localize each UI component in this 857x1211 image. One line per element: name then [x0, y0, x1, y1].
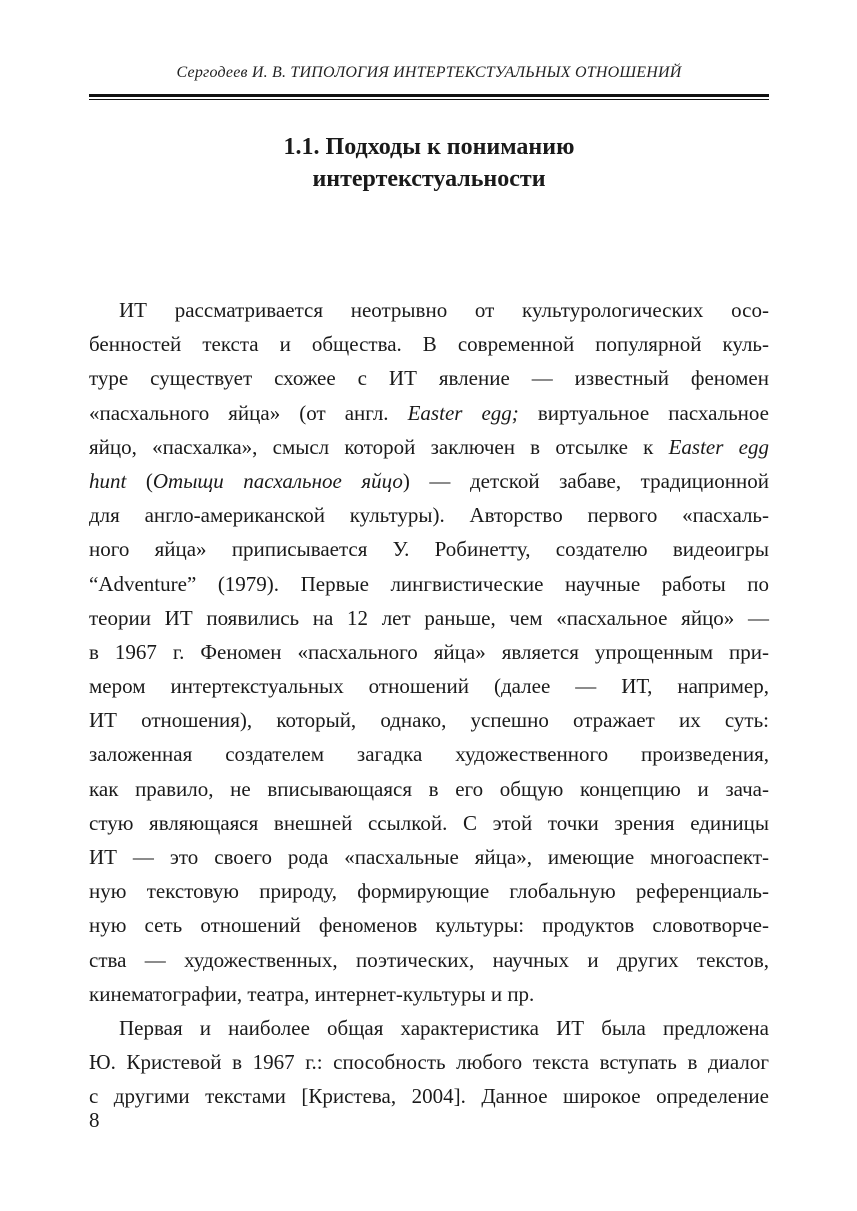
running-head: Сергодеев И. В. ТИПОЛОГИЯ ИНТЕРТЕКСТУАЛЬНЫХ ОТНОШЕНИЙ [176, 64, 682, 81]
paragraph-line: ную текстовую природу, формирующие глобальную референциаль- [89, 879, 769, 904]
paragraph-line: ИТ — это своего рода «пасхальные яйца», имеющие многоаспект- [89, 845, 769, 869]
section-title [89, 131, 769, 195]
text-run: виртуальное пасхальное [518, 400, 769, 425]
paragraph-2 [89, 1011, 769, 1114]
page-number: 8 [89, 1108, 100, 1132]
text-run: ( [126, 468, 153, 493]
italic-term: Отыщи пасхальное яйцо [152, 468, 403, 493]
paragraph-line: бенностей текста и общества. В современной популярной куль- [89, 332, 769, 357]
paragraph-line: ства — художественных, поэтических, научных и других текстов, [89, 947, 769, 972]
paragraph-line: в 1967 г. Феномен «пасхального яйца» является упрощенным при- [89, 639, 769, 664]
body-text [89, 293, 769, 1114]
paragraph-line: Ю. Кристевой в 1967 г.: способность любого текста вступать в диалог [89, 1050, 769, 1075]
header-rule-thin [89, 99, 769, 100]
italic-term: Easter egg; [407, 400, 519, 425]
paragraph-line: стую являющаяся внешней ссылкой. С этой точки зрения единицы [89, 810, 769, 835]
italic-term: Easter egg [668, 434, 769, 459]
paragraph-line [89, 430, 769, 464]
paragraph-line: кинематографии, театра, интернет-культуры и пр. [89, 981, 535, 1006]
paragraph-line: Первая и наиболее общая характеристика ИТ была предложена [119, 1015, 769, 1040]
text-run: ) — детской забаве, традиционной [402, 468, 770, 493]
paragraph-line [89, 396, 769, 430]
paragraph-line: теории ИТ появились на 12 лет раньше, чем «пасхальное яйцо» — [89, 605, 769, 630]
paragraph-1 [89, 293, 769, 1011]
paragraph-line: ного яйца» приписывается У. Робинетту, создателю видеоигры [89, 537, 769, 562]
paragraph-line: мером интертекстуальных отношений (далее — ИТ, например, [89, 674, 769, 699]
paragraph-line: туре существует схожее с ИТ явление — известный феномен [89, 366, 769, 391]
text-run: «пасхального яйца» (от англ. [89, 400, 408, 425]
italic-term: hunt [89, 468, 127, 493]
paragraph-line: ную сеть отношений феноменов культуры: продуктов словотворче- [89, 913, 769, 938]
paragraph-line: ИТ отношения), который, однако, успешно отражает их суть: [89, 708, 769, 733]
paragraph-line: как правило, не вписывающаяся в его общую концепцию и зача- [89, 776, 769, 801]
paragraph-line: ИТ рассматривается неотрывно от культурологических осо- [119, 298, 769, 322]
header-rule-thick [89, 94, 769, 97]
text-run: яйцо, «пасхалка», смысл которой заключен в отсылке к [89, 434, 669, 459]
paragraph-line: “Adventure” (1979). Первые лингвистические научные работы по [89, 571, 769, 596]
paragraph-line: для англо-американской культуры). Авторство первого «пасхаль- [89, 503, 769, 528]
section-title-line-1: 1.1. Подходы к пониманию [283, 134, 575, 160]
paragraph-line: заложенная создателем загадка художественного произведения, [89, 742, 769, 767]
paragraph-line: с другими текстами [Кристева, 2004]. Данное широкое определение [89, 1084, 769, 1109]
section-title-line-2: интертекстуальности [312, 166, 546, 192]
paragraph-line [89, 464, 769, 498]
